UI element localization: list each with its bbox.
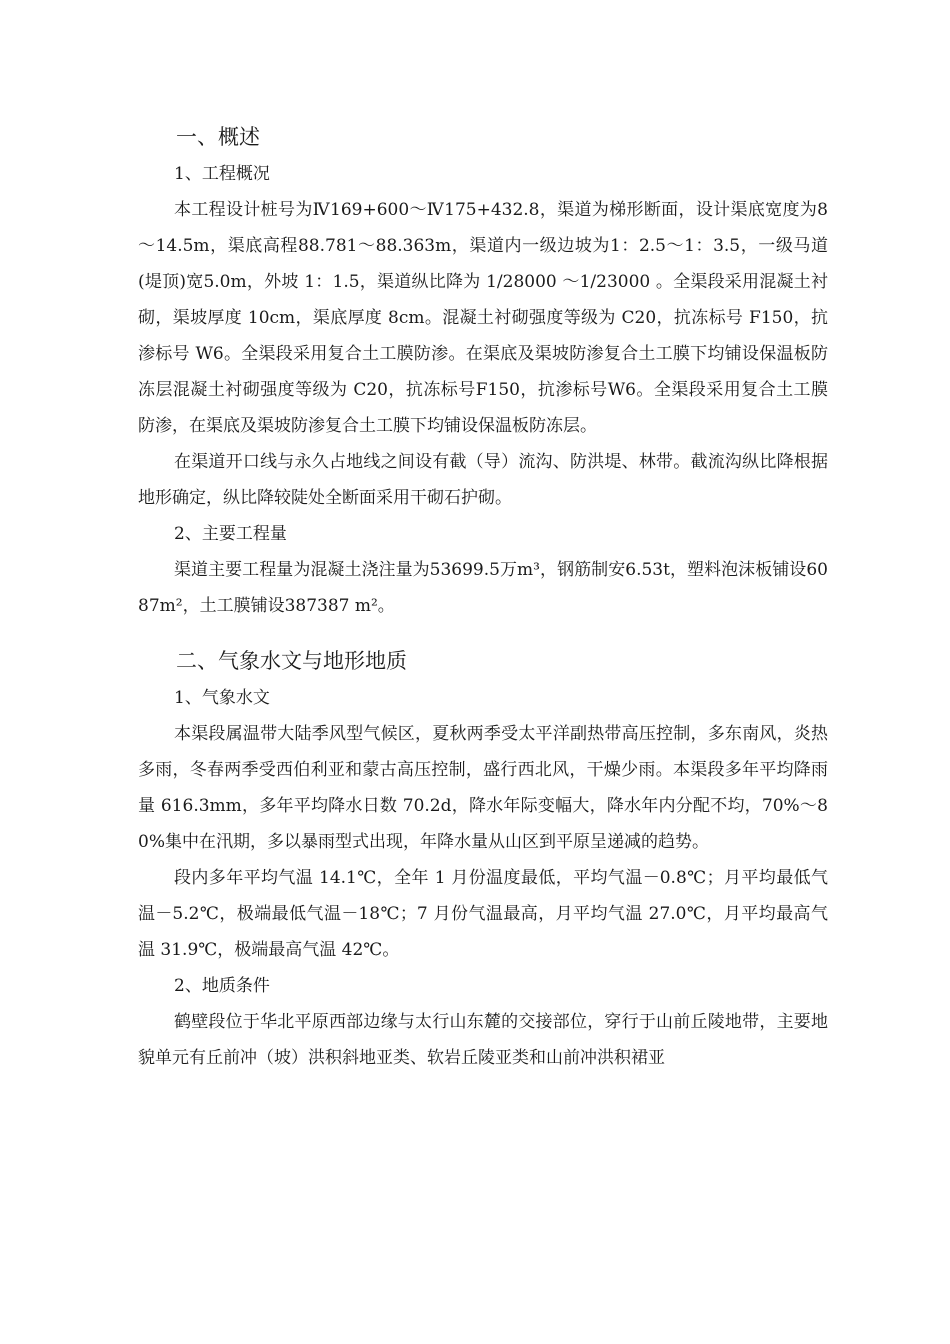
subsection-title-geology: 2、地质条件 bbox=[174, 976, 270, 996]
paragraph-temperature: 段内多年平均气温 14.1℃，全年 1 月份温度最低，平均气温－0.8℃；月平均最低气温－5.2℃，极端最低气温－18℃；7 月份气温最高，月平均气温 27.0℃，月平均最高气温 31.9℃，极端最高气温 42℃。 bbox=[138, 868, 828, 960]
paragraph-drainage-ditch: 在渠道开口线与永久占地线之间设有截（导）流沟、防洪堤、林带。截流沟纵比降根据地形确定，纵比降较陡处全断面采用干砌石护砌。 bbox=[138, 452, 828, 508]
section-title-overview: 一、概述 bbox=[176, 125, 260, 149]
subsection-title-project-overview: 1、工程概况 bbox=[174, 164, 270, 184]
paragraph-project-description: 本工程设计桩号为Ⅳ169+600～Ⅳ175+432.8，渠道为梯形断面，设计渠底宽度为8～14.5m，渠底高程88.781～88.363m，渠道内一级边坡为1：2.5～1：3.5，一级马道(堤顶)宽5.0m，外坡 1：1.5，渠道纵比降为 1/28000 ～1/23000 。全渠段采用混凝土衬砌，渠坡厚度 10cm，渠底厚度 8cm。混凝土衬砌强度等级为 C20，抗冻标号 F150，抗渗标号 W6。全渠段采用复合土工膜防渗。在渠底及渠坡防渗复合土工膜下均铺设保温板防冻层混凝土衬砌强度等级为 C20，抗冻标号F150，抗渗标号W6。全渠段采用复合土工膜防渗，在渠底及渠坡防渗复合土工膜下均铺设保温板防冻层。 bbox=[138, 200, 828, 436]
paragraph-geology: 鹤壁段位于华北平原西部边缘与太行山东麓的交接部位，穿行于山前丘陵地带，主要地貌单元有丘前冲（坡）洪积斜地亚类、软岩丘陵亚类和山前冲洪积裙亚 bbox=[138, 1012, 828, 1068]
subsection-title-main-quantities: 2、主要工程量 bbox=[174, 524, 287, 544]
paragraph-climate: 本渠段属温带大陆季风型气候区，夏秋两季受太平洋副热带高压控制，多东南风，炎热多雨，冬春两季受西伯利亚和蒙古高压控制，盛行西北风，干燥少雨。本渠段多年平均降雨量 616.3mm，多年平均降水日数 70.2d，降水年际变幅大，降水年内分配不均，70%～80%集中在汛期，多以暴雨型式出现，年降水量从山区到平原呈递减的趋势。 bbox=[138, 724, 828, 852]
subsection-title-climate-hydrology: 1、气象水文 bbox=[174, 688, 270, 708]
document-body bbox=[138, 118, 828, 1076]
paragraph-main-quantities: 渠道主要工程量为混凝土浇注量为53699.5万m³，钢筋制安6.53t，塑料泡沫板铺设6087m²，土工膜铺设387387 m²。 bbox=[138, 560, 828, 616]
section-title-climate-geology: 二、气象水文与地形地质 bbox=[176, 649, 407, 673]
